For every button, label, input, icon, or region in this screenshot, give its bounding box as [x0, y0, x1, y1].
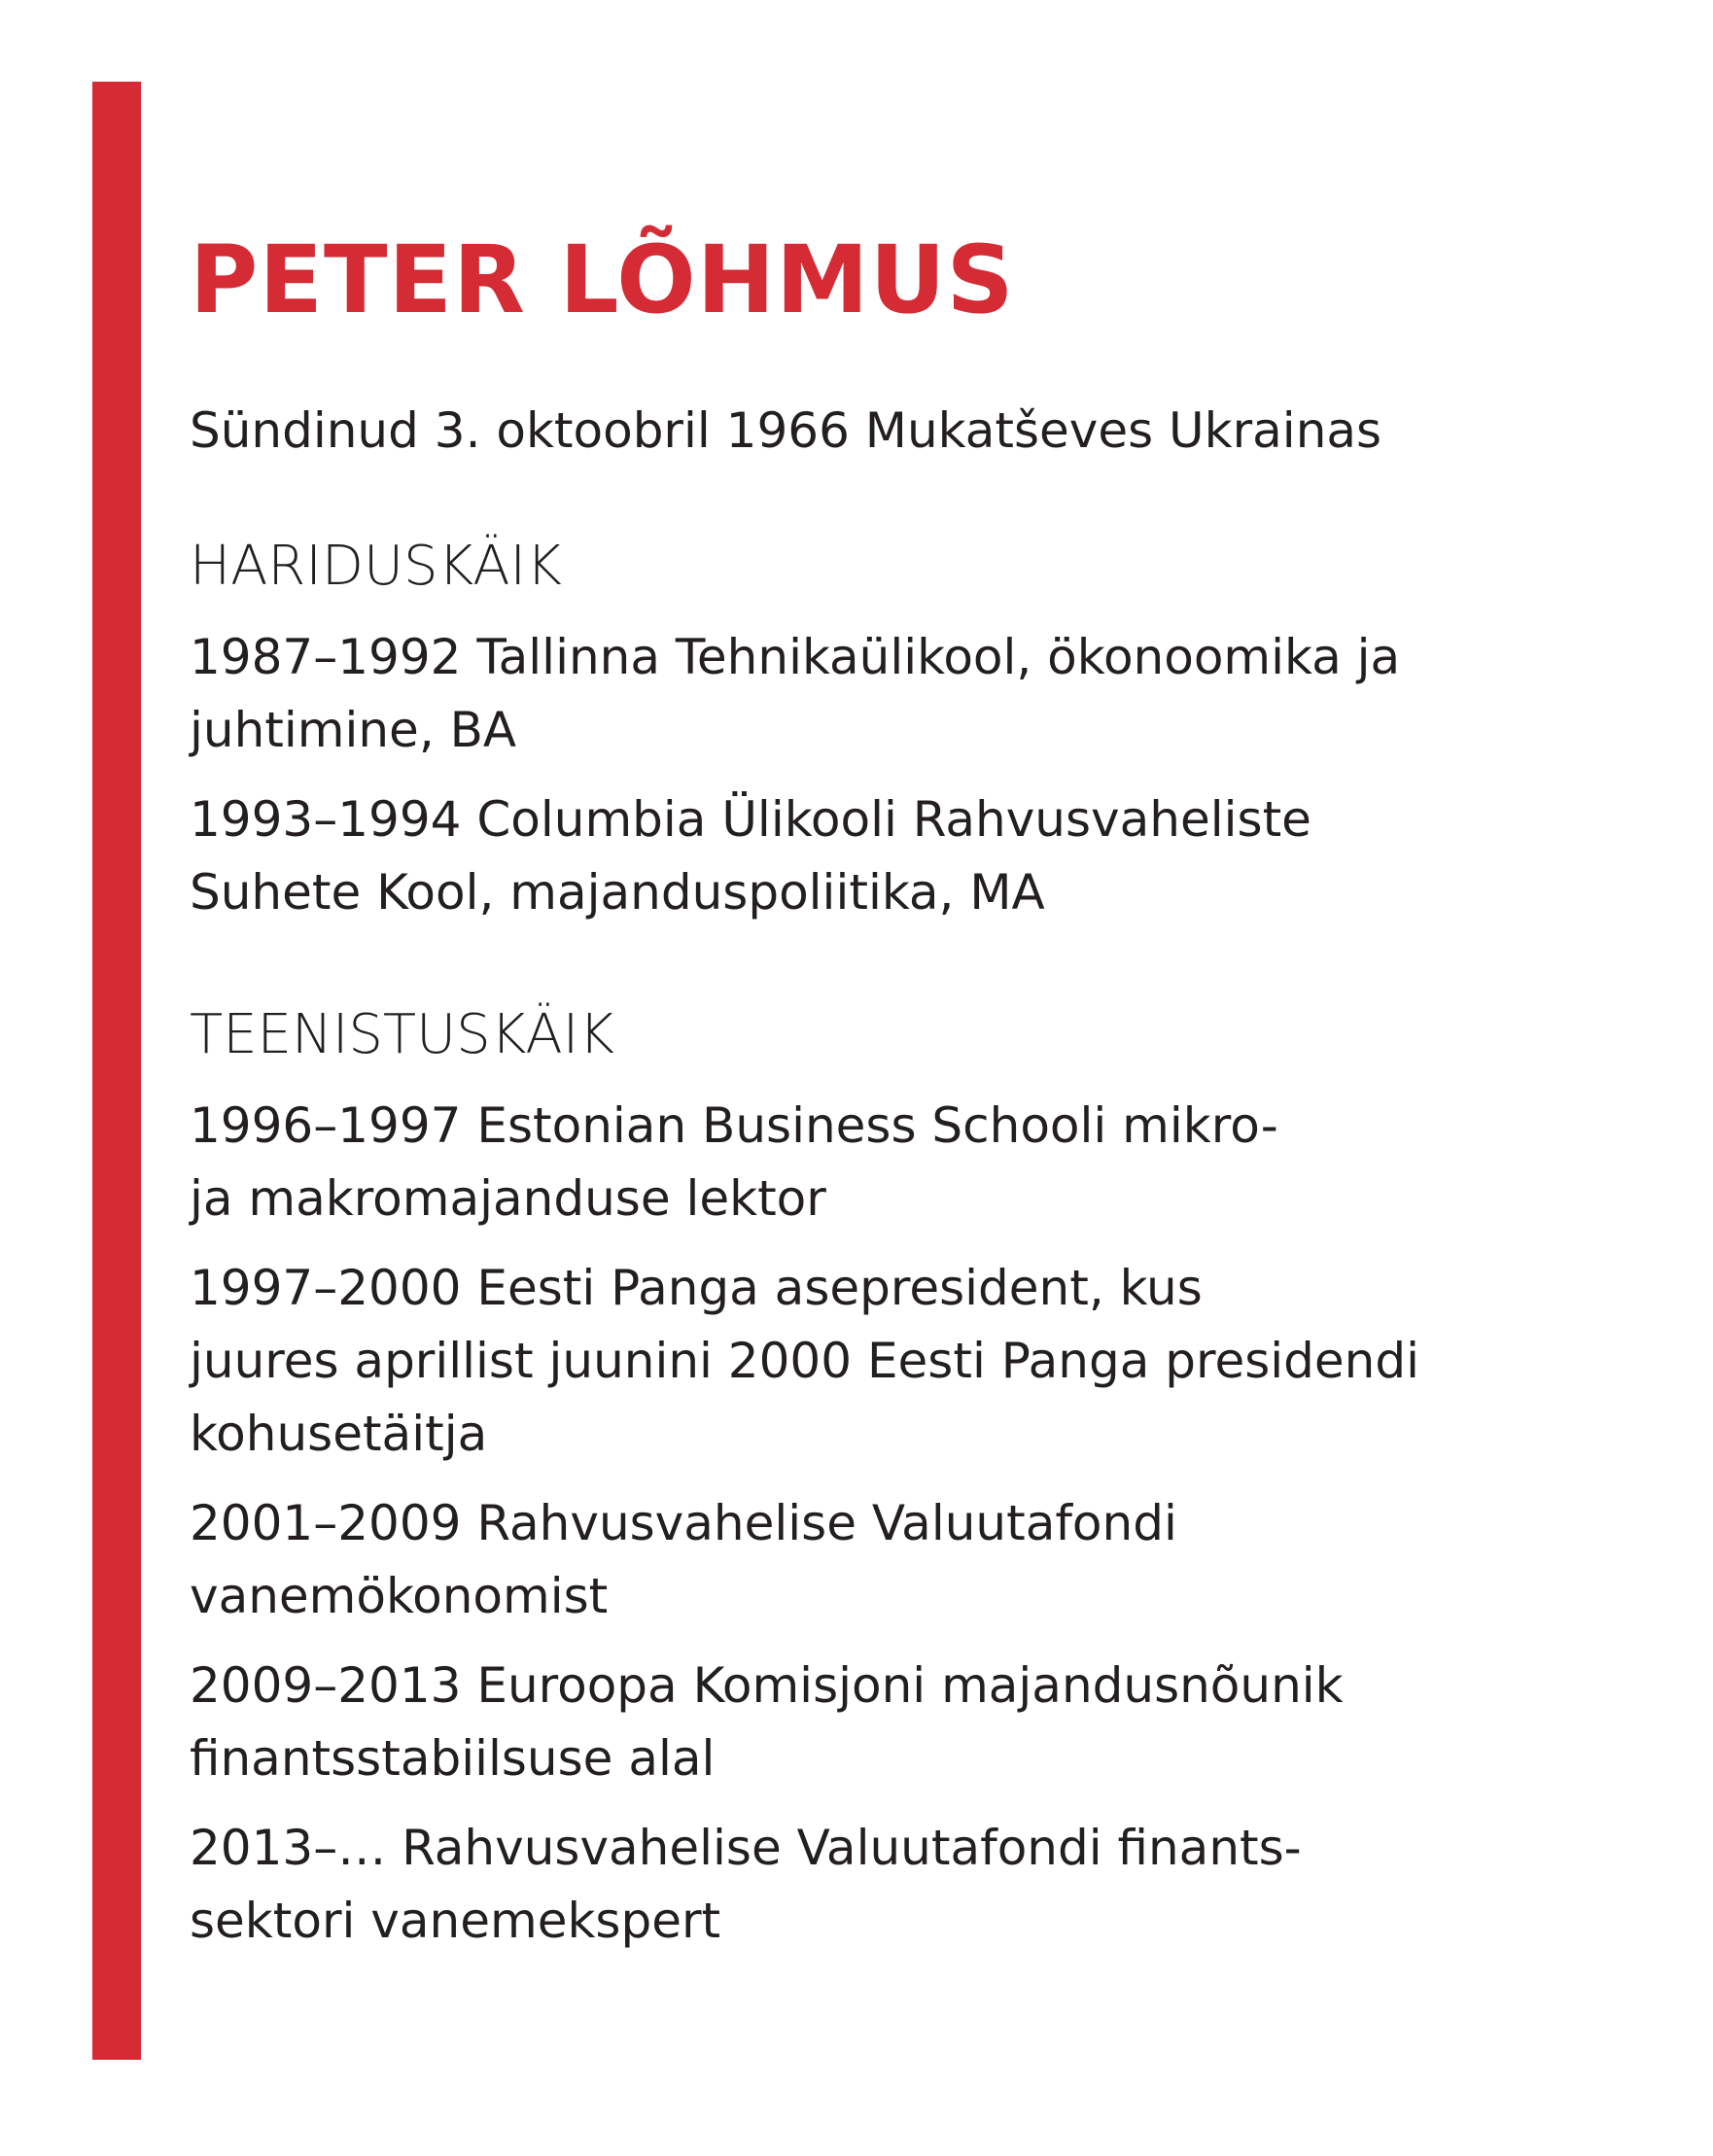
career-item: 2013–… Rahvusvahelise Valuutafondi finants- sektori vanemekspert [190, 1820, 1302, 1949]
career-item: 2001–2009 Rahvusvahelise Valuutafondi vanemökonomist [190, 1495, 1177, 1624]
career-item: 2009–2013 Euroopa Komisjoni majandusnõunik finantsstabiilsuse alal [190, 1657, 1344, 1787]
career-item: 1997–2000 Eesti Panga asepresident, kus juures aprillist juunini 2000 Eesti Panga presidendi kohusetäitja [190, 1260, 1419, 1462]
education-item: 1987–1992 Tallinna Tehnikaülikool, ökonoomika ja juhtimine, BA [190, 629, 1401, 758]
career-list [190, 1090, 1648, 1958]
education-item: 1993–1994 Columbia Ülikooli Rahvusvaheliste Suhete Kool, majanduspoliitika, MA [190, 791, 1311, 921]
career-heading: TEENISTUSKÄIK [190, 1003, 614, 1066]
bio-card [190, 226, 1648, 1958]
education-list [190, 621, 1648, 929]
education-heading: HARIDUSKÄIK [190, 535, 562, 598]
career-item: 1996–1997 Estonian Business Schooli mikro- ja makromajanduse lektor [190, 1097, 1278, 1227]
person-name: PETER LÕHMUS [190, 226, 1015, 334]
accent-bar [92, 82, 141, 2060]
birth-info: Sündinud 3. oktoobril 1966 Mukatševes Ukrainas [190, 402, 1382, 459]
